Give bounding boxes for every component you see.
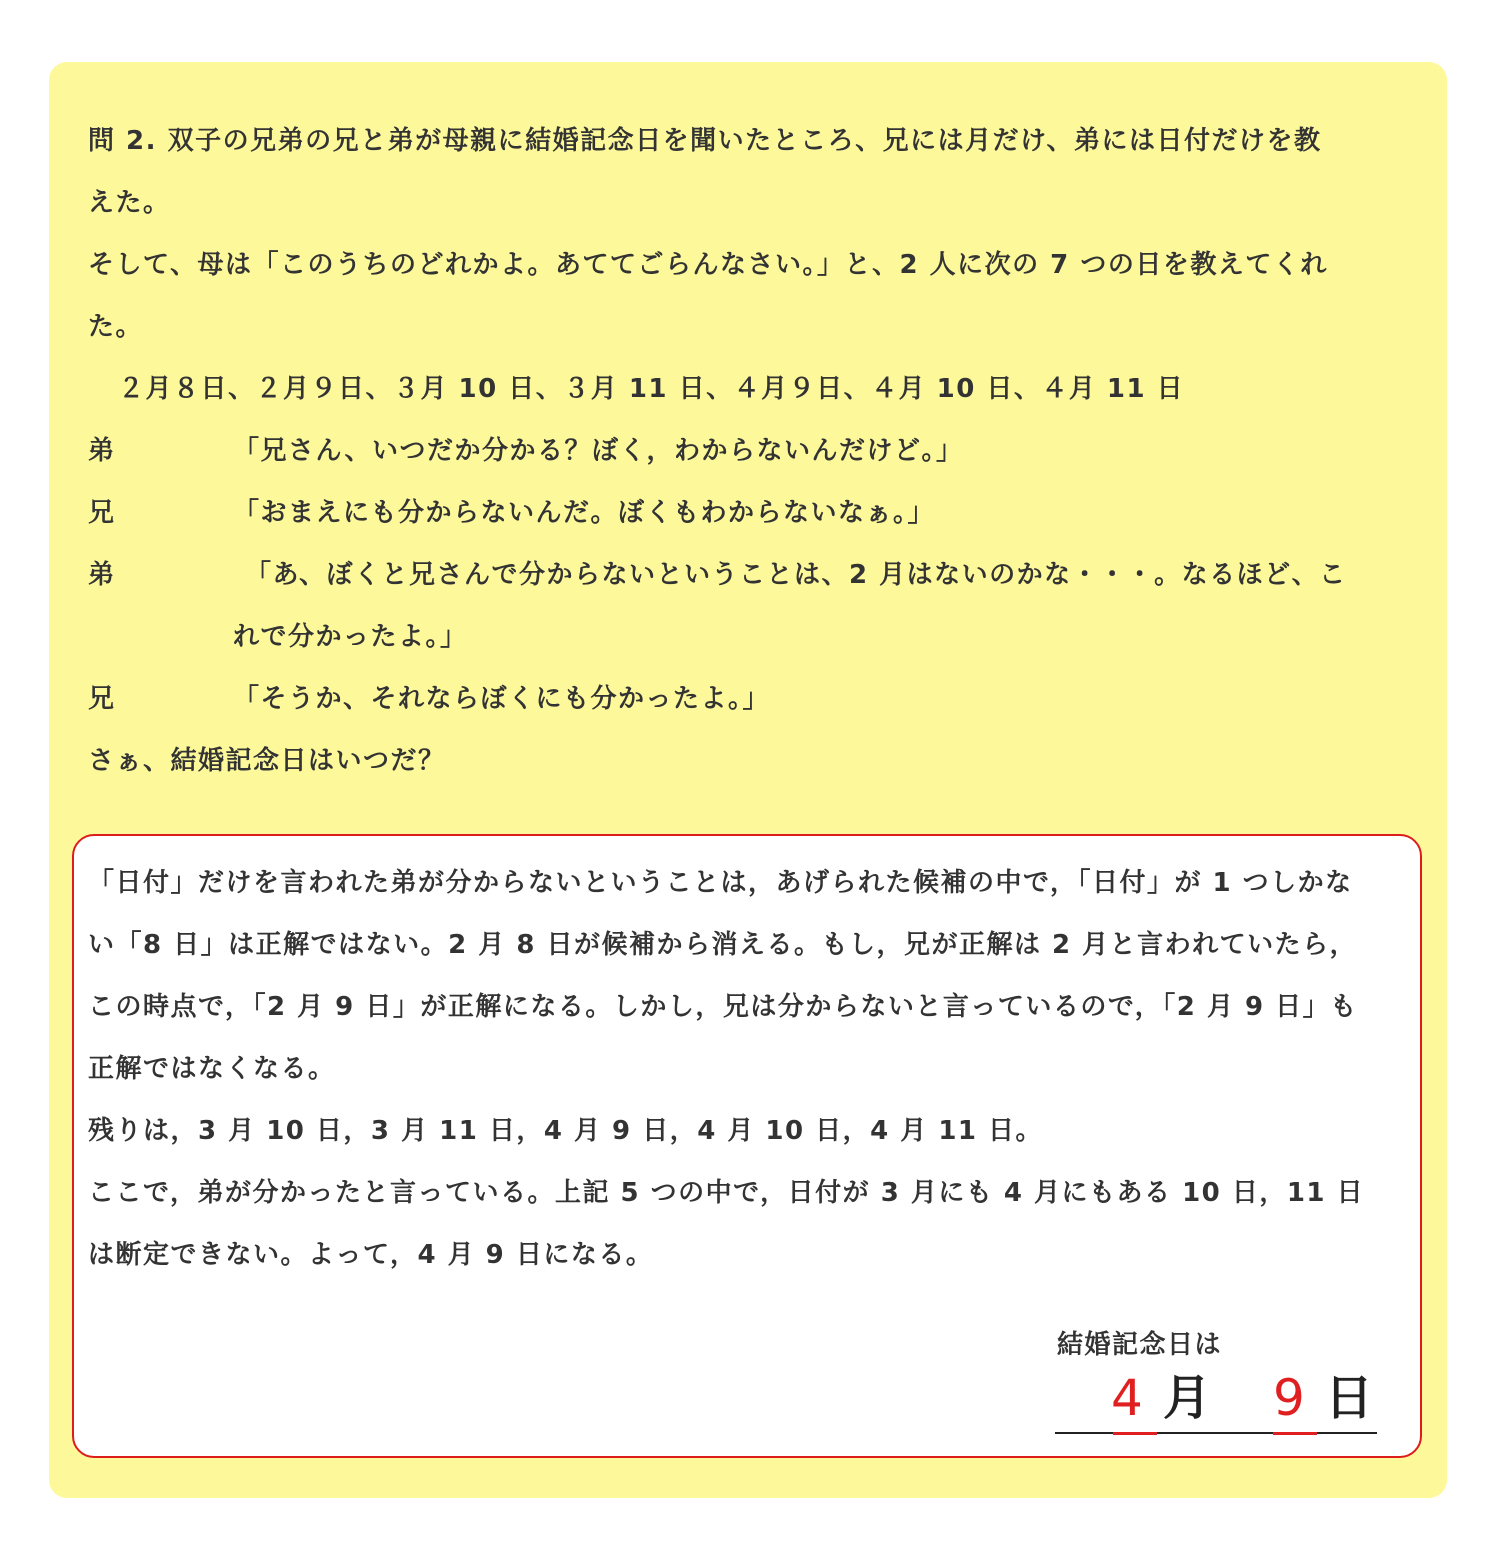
dialogue-line-continuation: れで分かったよ。」 [233,622,468,652]
problem-intro-line: た。 [88,312,144,342]
dialogue-row [88,544,1418,606]
dialogue-row [88,668,1418,730]
answer-month: 4 [1111,1369,1143,1427]
explanation-line: は断定できない。よって，4 月 9 日になる。 [88,1240,654,1270]
problem-intro-line: そして、母は「このうちのどれかよ。あててごらんなさい。」と、2 人に次の 7 つの日を教えてくれ [88,250,1328,280]
dialogue-line [233,544,1418,606]
dialogue-line: 「おまえにも分からないんだ。ぼくもわからないなぁ。」 [233,498,936,528]
speaker-label: 弟 [88,436,116,466]
explanation-line: 「日付」だけを言われた弟が分からないということは，あげられた候補の中で，「日付」が 1 つしかな [88,868,1353,898]
answer-label: 結婚記念日は [1057,1330,1223,1360]
problem-text [88,110,1418,792]
speaker-label: 兄 [88,498,116,528]
answer-day: 9 [1273,1369,1305,1427]
candidate-dates: ２月８日、２月９日、３月 10 日、３月 11 日、４月９日、４月 10 日、４月 11 日 [118,374,1185,404]
dialogue-line: 「そうか、それならぼくにも分かったよ。」 [233,684,771,714]
answer-day-unit: 日 [1325,1370,1374,1426]
explanation-line: 残りは，3 月 10 日，3 月 11 日，4 月 9 日，4 月 10 日，4 月 11 日。 [88,1116,1044,1146]
explanation-text [88,852,1418,1286]
explanation-line: 正解ではなくなる。 [88,1054,336,1084]
dialogue-line: 「兄さん、いつだか分かる？ぼく，わからないんだけど。」 [233,436,964,466]
speaker-label: 弟 [88,560,116,590]
answer-month-mark [1113,1432,1157,1435]
answer-month-unit: 月 [1163,1370,1212,1426]
speaker-label: 兄 [88,684,116,714]
dialogue-line-first: 「あ、ぼくと兄さんで分からないということは、2 月はないのかな・・・。なるほど、こ [245,560,1347,590]
answer-day-mark [1273,1432,1317,1435]
problem-intro-line: えた。 [88,188,171,218]
problem-intro-line: 問 2. 双子の兄弟の兄と弟が母親に結婚記念日を聞いたところ、兄には月だけ、弟には日付だけを教 [88,126,1322,156]
dialogue-row [88,420,1418,482]
dialogue-row [88,482,1418,544]
question-text: さぁ、結婚記念日はいつだ？ [88,746,446,776]
explanation-line: い「8 日」は正解ではない。2 月 8 日が候補から消える。もし，兄が正解は 2 月と言われていたら， [88,930,1358,960]
answer-underline [1055,1369,1377,1434]
dialogue-row [88,606,1418,668]
explanation-line: この時点で，「2 月 9 日」が正解になる。しかし，兄は分からないと言っているので，「2 月 9 日」も [88,992,1358,1022]
explanation-line: ここで，弟が分かったと言っている。上記 5 つの中で，日付が 3 月にも 4 月にもある 10 日，11 日 [88,1178,1365,1208]
